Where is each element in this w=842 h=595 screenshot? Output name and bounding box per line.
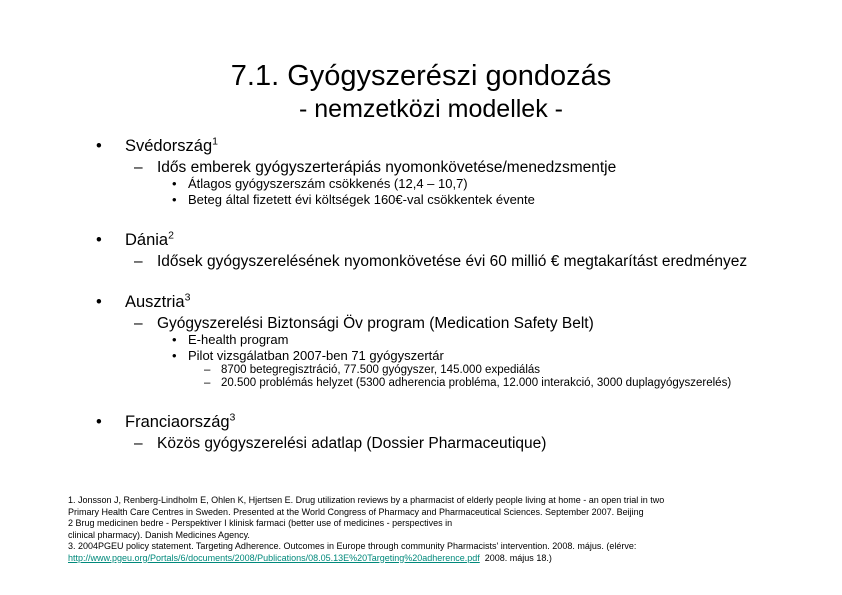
list-item [96, 377, 796, 390]
reference-3-link[interactable]: http://www.pgeu.org/Portals/6/documents/2008/Publications/08.05.13E%20Targeting%20adherence.pdf [68, 552, 480, 563]
reference-2-line-2: clinical pharmacy). Danish Medicines Agency. [68, 529, 250, 540]
country-heading [96, 292, 796, 312]
item-text: Idős emberek gyógyszerterápiás nyomonkövetése/menedzsmentje [157, 159, 617, 176]
country-heading [96, 136, 796, 156]
title-main: 7.1. Gyógyszerészi gondozás [230, 60, 612, 92]
reference-marker: 2 [168, 229, 174, 242]
bullet-list [96, 136, 796, 452]
item-text: Gyógyszerelési Biztonsági Öv program (Medication Safety Belt) [157, 315, 594, 332]
dash-marker: – [134, 435, 143, 452]
country-denmark [96, 230, 796, 270]
item-text: Pilot vizsgálatban 2007-ben 71 gyógyszertár [188, 348, 444, 363]
country-france [96, 412, 796, 452]
list-item [96, 192, 796, 208]
country-name: Franciaország [125, 413, 230, 431]
list-item [96, 436, 796, 452]
country-heading [96, 412, 796, 432]
reference-3-line-1: 3. 2004PGEU policy statement. Targeting Adherence. Outcomes in Europe through community Pharmacists' intervention. 2008. május. (elérve: [68, 541, 637, 551]
dash-marker: – [204, 377, 211, 389]
country-heading [96, 230, 796, 250]
bullet-dot: • [96, 231, 102, 249]
item-text: Idősek gyógyszerelésének nyomonkövetése évi 60 millió € megtakarítást eredményez [157, 253, 748, 270]
list-item [96, 160, 796, 176]
reference-3-date: 2008. május 18.) [479, 552, 552, 563]
dash-marker: – [204, 364, 211, 376]
list-item [96, 254, 796, 270]
item-text: Közös gyógyszerelési adatlap (Dossier Pharmaceutique) [157, 435, 547, 452]
slide-title [0, 58, 842, 124]
reference-3-line-2 [68, 553, 788, 565]
reference-2-line-1: 2 Brug medicinen bedre - Perspektiver I klinisk farmaci (better use of medicines - perspectives in [68, 518, 453, 528]
bullet-dot: • [96, 137, 102, 155]
bullet-dot: • [96, 293, 102, 311]
list-item [96, 332, 796, 348]
reference-marker: 3 [184, 291, 191, 304]
dash-marker: – [134, 253, 143, 270]
references [68, 495, 788, 564]
country-name: Ausztria [125, 293, 185, 311]
item-text: Beteg által fizetett évi költségek 160€-val csökkentek évente [188, 192, 535, 207]
bullet-dot: • [172, 176, 177, 191]
reference-1-line-2: Primary Health Care Centres in Sweden. Presented at the World Congress of Pharmacy and Pharmaceutical Sciences. September 2007. Beijing [68, 506, 644, 517]
reference-1-line-1: 1. Jonsson J, Renberg-Lindholm E, Ohlen K, Hjertsen E. Drug utilization reviews by a pharmacist of elderly people living at home - an open trial in two [68, 495, 665, 505]
bullet-dot: • [172, 332, 177, 347]
list-item [96, 316, 796, 332]
title-subtitle: - nemzetközi modellek - [299, 95, 563, 123]
country-name: Svédország [125, 137, 213, 155]
reference-marker: 3 [229, 411, 236, 424]
item-text: 20.500 problémás helyzet (5300 adherencia probléma, 12.000 interakció, 3000 duplagyógyszerelés) [221, 377, 732, 389]
dash-marker: – [134, 315, 143, 332]
item-text: 8700 betegregisztráció, 77.500 gyógyszer, 145.000 expediálás [221, 364, 541, 376]
list-item [96, 364, 796, 377]
item-text: E-health program [188, 332, 289, 347]
item-text: Átlagos gyógyszerszám csökkenés (12,4 – 10,7) [188, 176, 468, 191]
bullet-dot: • [172, 348, 177, 363]
list-item [96, 348, 796, 364]
bullet-dot: • [172, 192, 177, 207]
bullet-dot: • [96, 413, 102, 431]
reference-marker: 1 [212, 135, 218, 148]
list-item [96, 176, 796, 192]
country-name: Dánia [125, 231, 169, 249]
country-austria [96, 292, 796, 390]
dash-marker: – [134, 159, 143, 176]
country-sweden [96, 136, 796, 208]
